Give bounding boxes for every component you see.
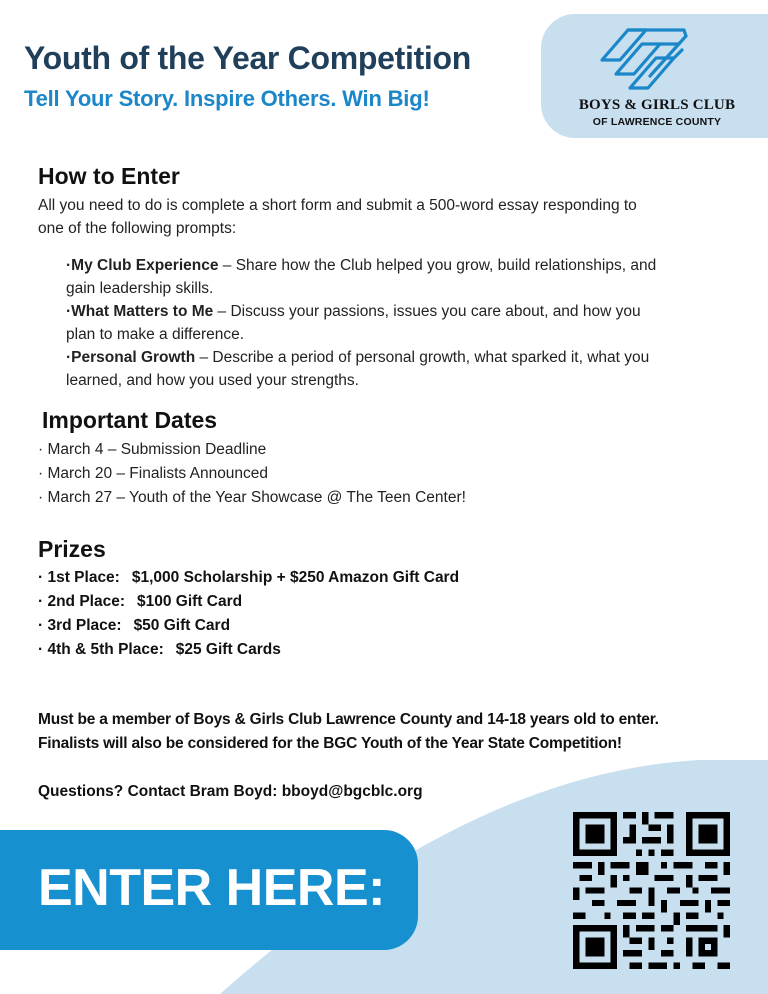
- prize-place: · 2nd Place:: [38, 593, 125, 610]
- how-to-enter-heading: How to Enter: [38, 163, 180, 189]
- prize-place: · 4th & 5th Place:: [38, 641, 164, 658]
- prize-item: [38, 566, 459, 590]
- prize-reward: $50 Gift Card: [133, 617, 231, 634]
- prompt-text: – Share how the Club helped you grow, build relationships, and: [218, 257, 657, 274]
- intro-line-2: one of the following prompts:: [38, 220, 237, 237]
- bgc-hands-logo-icon: [598, 22, 690, 94]
- prompt-title: ·What Matters to Me: [66, 303, 214, 320]
- prize-reward: $1,000 Scholarship + $250 Amazon Gift Card: [131, 569, 460, 586]
- page-subtitle: Tell Your Story. Inspire Others. Win Big!: [24, 86, 430, 111]
- prompt-text-continued: learned, and how you used your strengths.: [66, 372, 359, 389]
- prompt-title: ·My Club Experience: [66, 257, 219, 274]
- prompt-text: – Describe a period of personal growth, what sparked it, what you: [195, 349, 650, 366]
- prize-item: [38, 638, 281, 662]
- important-dates-heading: Important Dates: [42, 407, 218, 433]
- prompt-text-continued: gain leadership skills.: [66, 280, 214, 297]
- qr-code-icon[interactable]: [573, 812, 730, 969]
- prompt-title: ·Personal Growth: [66, 349, 196, 366]
- page-title: Youth of the Year Competition: [24, 40, 472, 76]
- date-item: · March 20 – Finalists Announced: [38, 465, 269, 482]
- logo-subtext: OF LAWRENCE COUNTY: [592, 116, 722, 128]
- intro-line-1: All you need to do is complete a short form and submit a 500-word essay responding to: [38, 197, 637, 214]
- prompt-item: [66, 254, 656, 277]
- prize-place: · 3rd Place:: [38, 617, 122, 634]
- date-item: · March 27 – Youth of the Year Showcase @ The Teen Center!: [38, 489, 466, 506]
- prize-item: [38, 590, 242, 614]
- prize-item: [38, 614, 230, 638]
- logo-wordmark: BOYS & GIRLS CLUB: [578, 97, 736, 113]
- prompt-text-continued: plan to make a difference.: [66, 326, 245, 343]
- enter-here-label[interactable]: ENTER HERE:: [38, 859, 385, 917]
- prompt-text: – Discuss your passions, issues you care about, and how you: [213, 303, 641, 320]
- eligibility-text: Must be a member of Boys & Girls Club Lawrence County and 14-18 years old to enter.: [38, 711, 659, 728]
- finalists-note: Finalists will also be considered for the BGC Youth of the Year State Competition!: [38, 735, 622, 752]
- prize-place: · 1st Place:: [38, 569, 120, 586]
- prize-reward: $100 Gift Card: [137, 593, 243, 610]
- prompt-item: [66, 300, 641, 323]
- date-item: · March 4 – Submission Deadline: [38, 441, 267, 458]
- contact-text: Questions? Contact Bram Boyd: bboyd@bgcblc.org: [38, 783, 423, 800]
- prompt-item: [66, 346, 649, 369]
- prize-reward: $25 Gift Cards: [175, 641, 281, 658]
- prizes-heading: Prizes: [38, 536, 106, 562]
